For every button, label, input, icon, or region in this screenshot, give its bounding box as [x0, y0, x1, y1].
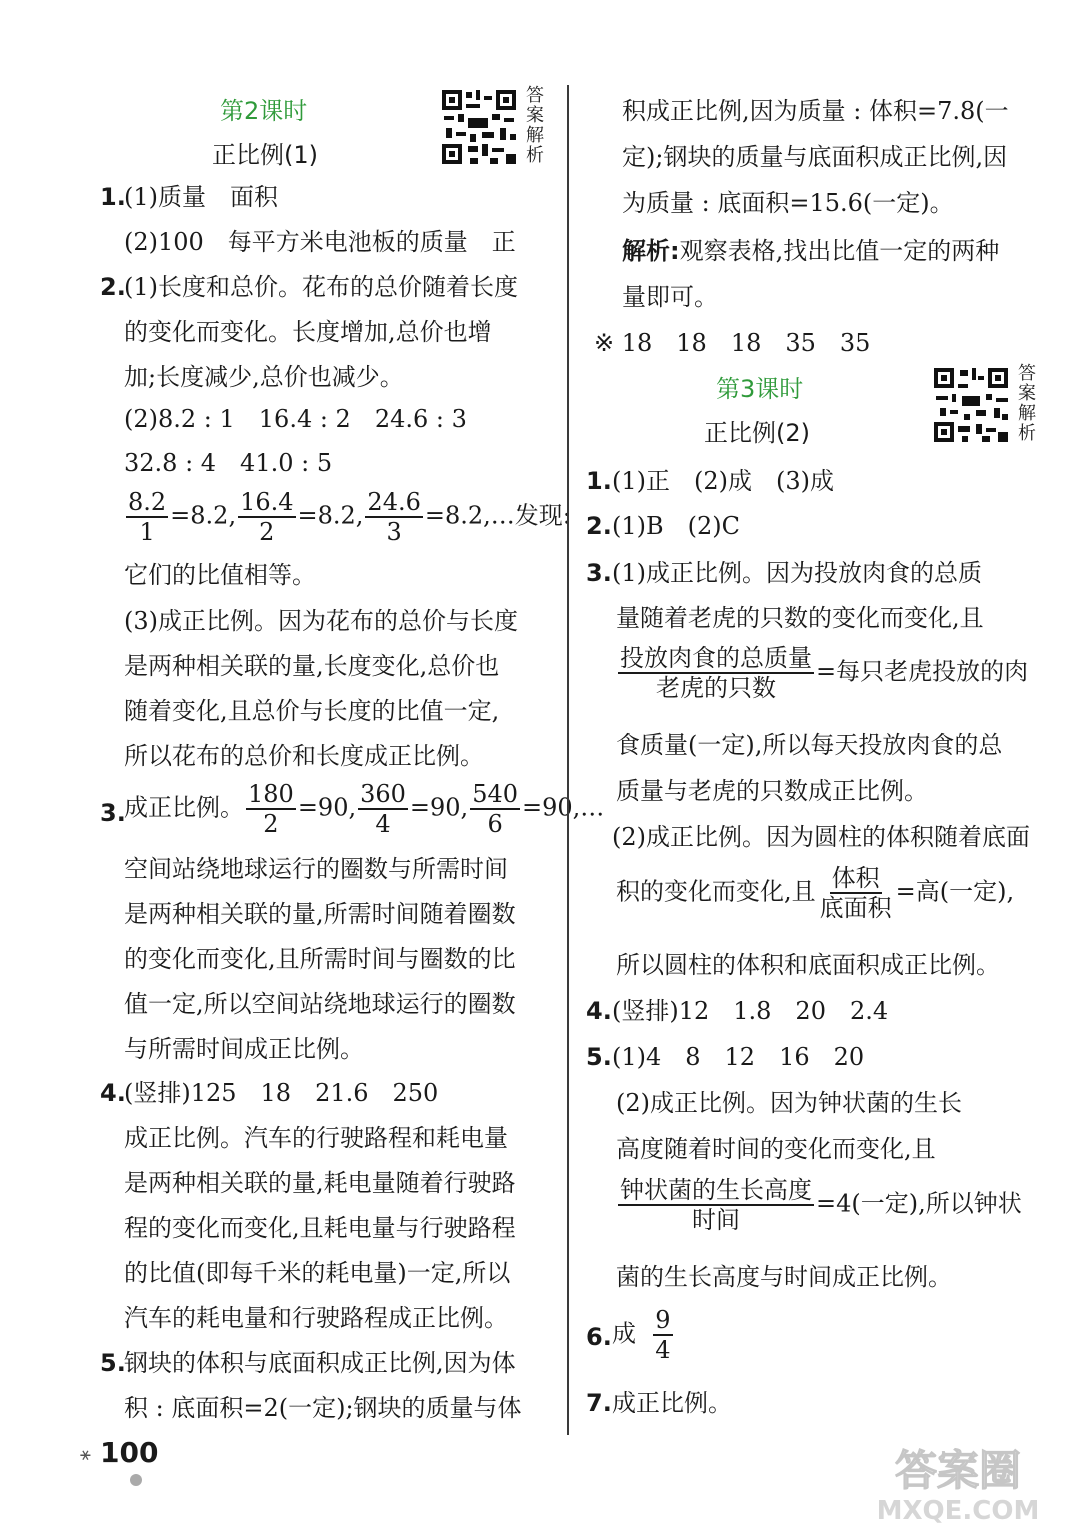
- q5-line: 积 : 底面积=2(一定);钢块的质量与体: [124, 1394, 522, 1422]
- r5-line: 菌的生长高度与时间成正比例。: [616, 1263, 952, 1291]
- fraction: $\frac{16.4}{2}$: [240, 488, 294, 546]
- q2-line: (3)成正比例。因为花布的总价与长度: [124, 607, 518, 635]
- analysis-line: 量即可。: [622, 283, 718, 311]
- analysis-line: 解析:观察表格,找出比值一定的两种: [622, 237, 1000, 265]
- r5-number: 5.: [586, 1043, 612, 1071]
- page-number: 100: [100, 1436, 159, 1469]
- r3-line: 所以圆柱的体积和底面积成正比例。: [616, 951, 1000, 979]
- r2-number: 2.: [586, 512, 612, 540]
- q3-line: 的变化而变化,且所需时间与圈数的比: [124, 945, 516, 973]
- watermark-logo: [848, 1445, 1068, 1525]
- r3-number: 3.: [586, 559, 612, 587]
- q2-line: (2)8.2 : 1 16.4 : 2 24.6 : 3: [124, 405, 467, 433]
- page-dot: [130, 1474, 142, 1486]
- right-column: [586, 80, 1046, 1440]
- q2-line: 是两种相关联的量,长度变化,总价也: [124, 652, 500, 680]
- q3-line: 与所需时间成正比例。: [124, 1035, 364, 1063]
- fraction: $\frac{540}{6}$: [472, 780, 518, 838]
- q4-line: 是两种相关联的量,耗电量随着行驶路: [124, 1169, 516, 1197]
- qr-note: 答案解析: [526, 85, 544, 166]
- r4-line: (竖排)12 1.8 20 2.4: [612, 997, 889, 1025]
- fraction: $\frac{9}{4}$: [655, 1306, 671, 1364]
- page-mark-icon: ⚹: [80, 1444, 91, 1465]
- svg-text:MXQE.COM: MXQE.COM: [876, 1496, 1040, 1525]
- qr-note: 答案解析: [1018, 363, 1036, 444]
- q2-line: (1)长度和总价。花布的总价随着长度: [124, 273, 518, 301]
- r1-number: 1.: [586, 467, 612, 495]
- r3-line: 食质量(一定),所以每天投放肉食的总: [616, 731, 1003, 759]
- q2-line: 所以花布的总价和长度成正比例。: [124, 742, 484, 770]
- lesson-subtitle-2: 正比例(1): [212, 141, 318, 169]
- q5-continued-line: 积成正比例,因为质量 : 体积=7.8(一: [622, 97, 1009, 125]
- q3-line: 值一定,所以空间站绕地球运行的圈数: [124, 990, 516, 1018]
- q2-line: 加;长度减少,总价也减少。: [124, 363, 404, 391]
- r6-number: 6.: [586, 1323, 612, 1351]
- r1-line: (1)正 (2)成 (3)成: [612, 467, 834, 495]
- q3-line: 是两种相关联的量,所需时间随着圈数: [124, 900, 516, 928]
- q4-line: 程的变化而变化,且耗电量与行驶路程: [124, 1214, 516, 1242]
- svg-text:答案圈: 答案圈: [894, 1446, 1022, 1495]
- qr-code-icon[interactable]: [932, 366, 1010, 444]
- fraction: $\frac{\text{体积}}{\text{底面积}}$: [819, 864, 892, 922]
- r5-line: (1)4 8 12 16 20: [612, 1043, 865, 1071]
- q4-line: 成正比例。汽车的行驶路程和耗电量: [124, 1124, 508, 1152]
- q2-line: 随着变化,且总价与长度的比值一定,: [124, 697, 500, 725]
- fraction: $\frac{\text{钟状菌的生长高度}}{\text{时间}}$: [620, 1176, 812, 1234]
- q5-continued-line: 定);钢块的质量与底面积成正比例,因: [622, 143, 1008, 171]
- q2-line: 32.8 : 4 41.0 : 5: [124, 449, 333, 477]
- r5-fraction-line: $\frac{\text{钟状菌的生长高度}}{\text{时间}}$ =4(一定),所以钟状: [620, 1176, 1022, 1234]
- q3-line: 空间站绕地球运行的圈数与所需时间: [124, 855, 508, 883]
- r3-line: 质量与老虎的只数成正比例。: [616, 777, 928, 805]
- q5-continued-line: 为质量 : 底面积=15.6(一定)。: [622, 189, 954, 217]
- r5-line: 高度随着时间的变化而变化,且: [616, 1135, 936, 1163]
- lesson-title-2: 第2课时: [220, 97, 308, 125]
- q5-line: 钢块的体积与底面积成正比例,因为体: [124, 1349, 516, 1377]
- fraction: $\frac{\text{投放肉食的总质量}}{\text{老虎的只数}}$: [620, 644, 812, 702]
- column-divider: [567, 85, 569, 1435]
- qr-code-icon[interactable]: [440, 88, 518, 166]
- q3-fraction-line: 成正比例。 $\frac{180}{2}$ =90, $\frac{360}{4}$ =90, $\frac{540}{6}$ =90,…: [124, 780, 605, 838]
- lesson-subtitle-3: 正比例(2): [704, 419, 810, 447]
- r3-fraction-line: 积的变化而变化,且 $\frac{\text{体积}}{\text{底面积}}$ =高(一定),: [616, 864, 1015, 922]
- extension-answers: ※ 18 18 18 35 35: [594, 329, 871, 357]
- r3-line: (1)成正比例。因为投放肉食的总质: [612, 559, 982, 587]
- r2-line: (1)B (2)C: [612, 512, 740, 540]
- lesson-title-3: 第3课时: [716, 375, 804, 403]
- q1-line: (2)100 每平方米电池板的质量 正: [124, 228, 516, 256]
- q4-line: 的比值(即每千米的耗电量)一定,所以: [124, 1259, 511, 1287]
- r3-line: (2)成正比例。因为圆柱的体积随着底面: [612, 823, 1030, 851]
- q2-number: 2.: [100, 273, 126, 301]
- r4-number: 4.: [586, 997, 612, 1025]
- r3-fraction-line: $\frac{\text{投放肉食的总质量}}{\text{老虎的只数}}$ =每只老虎投放的肉: [620, 644, 1029, 702]
- r7-line: 成正比例。: [612, 1389, 732, 1417]
- q2-line: 它们的比值相等。: [124, 561, 316, 589]
- q3-number: 3.: [100, 799, 126, 827]
- q4-number: 4.: [100, 1079, 126, 1107]
- fraction: $\frac{180}{2}$: [248, 780, 294, 838]
- fraction: $\frac{24.6}{3}$: [367, 488, 421, 546]
- q4-line: 汽车的耗电量和行驶路程成正比例。: [124, 1304, 508, 1332]
- q1-number: 1.: [100, 183, 126, 211]
- q1-line: (1)质量 面积: [124, 183, 278, 211]
- left-column: [100, 80, 605, 1440]
- analysis-label: 解析:: [622, 237, 680, 265]
- q5-number: 5.: [100, 1349, 126, 1377]
- r7-number: 7.: [586, 1389, 612, 1417]
- fraction: $\frac{8.2}{1}$: [128, 488, 167, 546]
- r5-line: (2)成正比例。因为钟状菌的生长: [616, 1089, 962, 1117]
- q4-line: (竖排)125 18 21.6 250: [124, 1079, 439, 1107]
- q2-line: 的变化而变化。长度增加,总价也增: [124, 318, 492, 346]
- r3-line: 量随着老虎的只数的变化而变化,且: [616, 604, 984, 632]
- fraction: $\frac{360}{4}$: [360, 780, 406, 838]
- r6-line: 成 $\frac{9}{4}$: [612, 1306, 671, 1364]
- q2-fraction-line: $\frac{8.2}{1}$ =8.2, $\frac{16.4}{2}$ =8.2, $\frac{24.6}{3}$ =8.2,…发现:: [128, 488, 571, 546]
